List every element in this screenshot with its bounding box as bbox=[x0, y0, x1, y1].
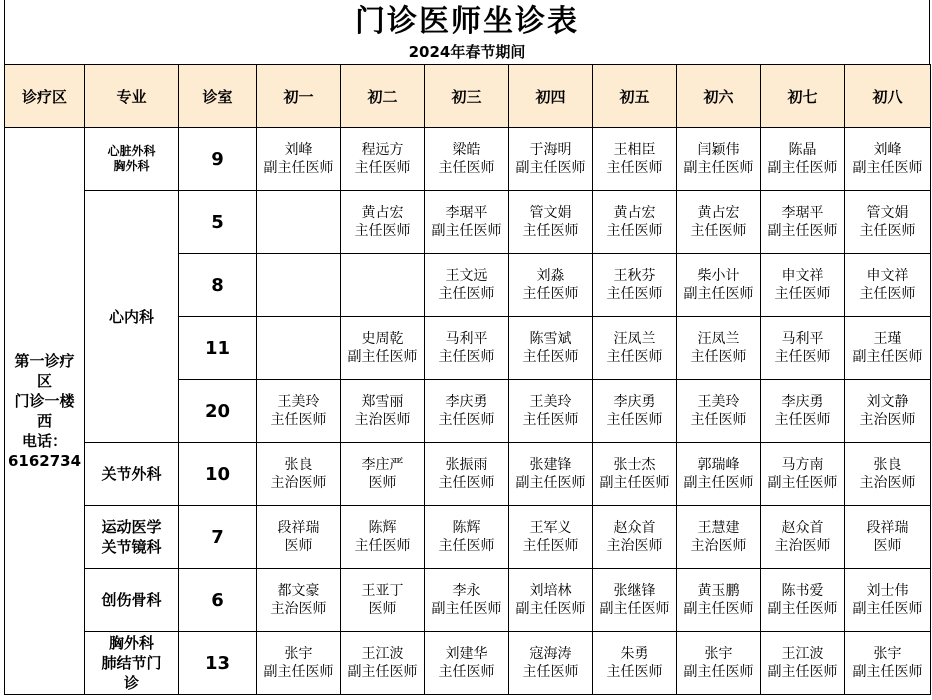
specialty-line: 胸外科 bbox=[113, 159, 150, 173]
doctor-name: 王相臣 bbox=[613, 142, 656, 158]
doctor-cell bbox=[761, 128, 845, 191]
doctor-cell bbox=[761, 632, 845, 695]
doctor-cell bbox=[257, 632, 341, 695]
area-line: 电话： bbox=[21, 432, 67, 450]
table-row bbox=[5, 191, 931, 254]
table-row bbox=[5, 569, 931, 632]
doctor-cell bbox=[509, 191, 593, 254]
doctor-cell bbox=[593, 317, 677, 380]
doctor-name: 王秋芬 bbox=[613, 268, 656, 284]
doctor-cell bbox=[257, 380, 341, 443]
specialty-cell bbox=[85, 191, 179, 443]
doctor-cell bbox=[425, 443, 509, 506]
doctor-cell bbox=[425, 191, 509, 254]
doctor-title: 副主任医师 bbox=[767, 664, 838, 680]
doctor-name: 刘淼 bbox=[536, 268, 565, 284]
table-row bbox=[5, 443, 931, 506]
doctor-name: 马利平 bbox=[445, 331, 488, 347]
doctor-name: 张振雨 bbox=[445, 457, 488, 473]
doctor-cell bbox=[761, 569, 845, 632]
doctor-title: 主治医师 bbox=[774, 538, 831, 554]
area-line: 区 bbox=[36, 372, 52, 390]
header-cell: 专业 bbox=[85, 65, 179, 128]
schedule-body bbox=[5, 128, 931, 695]
doctor-cell bbox=[845, 506, 931, 569]
doctor-cell bbox=[425, 380, 509, 443]
doctor-name: 李庆勇 bbox=[613, 394, 656, 410]
doctor-title: 副主任医师 bbox=[515, 601, 586, 617]
doctor-name: 王慧建 bbox=[697, 520, 740, 536]
doctor-title: 副主任医师 bbox=[263, 664, 334, 680]
doctor-title: 主任医师 bbox=[774, 349, 831, 365]
doctor-name: 段祥瑞 bbox=[277, 520, 320, 536]
header-cell: 初三 bbox=[425, 65, 509, 128]
doctor-name: 王江波 bbox=[781, 646, 824, 662]
doctor-title: 主任医师 bbox=[522, 664, 579, 680]
doctor-cell bbox=[509, 317, 593, 380]
doctor-title: 主治医师 bbox=[270, 601, 327, 617]
doctor-name: 闫颖伟 bbox=[697, 142, 740, 158]
doctor-title: 主任医师 bbox=[354, 223, 411, 239]
doctor-name: 黄玉鹏 bbox=[697, 583, 740, 599]
doctor-name: 赵众首 bbox=[781, 520, 824, 536]
doctor-cell bbox=[509, 632, 593, 695]
area-line: 第一诊疗 bbox=[14, 352, 75, 370]
doctor-name: 王军义 bbox=[529, 520, 572, 536]
doctor-cell bbox=[341, 506, 425, 569]
doctor-title: 副主任医师 bbox=[852, 601, 923, 617]
doctor-name: 李永 bbox=[452, 583, 481, 599]
specialty-cell bbox=[85, 506, 179, 569]
doctor-cell bbox=[341, 128, 425, 191]
doctor-title: 副主任医师 bbox=[852, 160, 923, 176]
doctor-title: 主任医师 bbox=[522, 349, 579, 365]
doctor-name: 张宇 bbox=[873, 646, 902, 662]
doctor-title: 主治医师 bbox=[859, 475, 916, 491]
doctor-cell bbox=[425, 317, 509, 380]
doctor-cell bbox=[341, 569, 425, 632]
doctor-title: 副主任医师 bbox=[683, 664, 754, 680]
specialty-line: 心脏外科 bbox=[107, 144, 156, 158]
doctor-name: 管文娟 bbox=[866, 205, 909, 221]
doctor-title: 副主任医师 bbox=[431, 223, 502, 239]
doctor-title: 主任医师 bbox=[438, 412, 495, 428]
doctor-name: 张宇 bbox=[704, 646, 733, 662]
doctor-title: 主任医师 bbox=[438, 664, 495, 680]
doctor-title: 主任医师 bbox=[522, 286, 579, 302]
doctor-title: 副主任医师 bbox=[599, 601, 670, 617]
doctor-name: 陈辉 bbox=[452, 520, 481, 536]
room-cell: 9 bbox=[179, 128, 257, 191]
area-line: 西 bbox=[36, 412, 52, 430]
doctor-name: 程远方 bbox=[361, 142, 404, 158]
header-cell: 诊疗区 bbox=[5, 65, 85, 128]
doctor-name: 刘文静 bbox=[866, 394, 909, 410]
doctor-cell bbox=[257, 128, 341, 191]
header-cell: 诊室 bbox=[179, 65, 257, 128]
doctor-name: 王亚丁 bbox=[361, 583, 404, 599]
doctor-title: 主任医师 bbox=[438, 349, 495, 365]
header-cell: 初六 bbox=[677, 65, 761, 128]
doctor-cell bbox=[509, 506, 593, 569]
doctor-title: 主治医师 bbox=[690, 538, 747, 554]
doctor-name: 郭瑞峰 bbox=[697, 457, 740, 473]
doctor-title: 主治医师 bbox=[354, 412, 411, 428]
doctor-name: 寇海涛 bbox=[529, 646, 572, 662]
doctor-name: 陈雪斌 bbox=[529, 331, 572, 347]
doctor-name: 梁皓 bbox=[452, 142, 481, 158]
doctor-title: 副主任医师 bbox=[767, 223, 838, 239]
doctor-cell bbox=[845, 569, 931, 632]
doctor-title: 副主任医师 bbox=[683, 601, 754, 617]
doctor-title: 副主任医师 bbox=[599, 475, 670, 491]
doctor-name: 刘士伟 bbox=[866, 583, 909, 599]
specialty-cell bbox=[85, 443, 179, 506]
doctor-title: 副主任医师 bbox=[767, 160, 838, 176]
doctor-cell bbox=[677, 317, 761, 380]
header-cell: 初七 bbox=[761, 65, 845, 128]
doctor-title: 主任医师 bbox=[774, 286, 831, 302]
specialty-line: 心内科 bbox=[108, 307, 154, 326]
doctor-name: 陈晶 bbox=[788, 142, 817, 158]
doctor-title: 主任医师 bbox=[690, 223, 747, 239]
doctor-cell bbox=[425, 506, 509, 569]
doctor-cell bbox=[677, 254, 761, 317]
doctor-title: 主任医师 bbox=[606, 286, 663, 302]
doctor-name: 李庆勇 bbox=[781, 394, 824, 410]
doctor-title: 副主任医师 bbox=[683, 475, 754, 491]
header-cell: 初八 bbox=[845, 65, 931, 128]
doctor-name: 汪凤兰 bbox=[613, 331, 656, 347]
doctor-title: 主任医师 bbox=[438, 160, 495, 176]
header-cell: 初二 bbox=[341, 65, 425, 128]
specialty-line: 胸外科 bbox=[108, 634, 154, 652]
doctor-cell bbox=[257, 254, 341, 317]
doctor-cell bbox=[425, 254, 509, 317]
doctor-title: 主治医师 bbox=[270, 475, 327, 491]
table-row bbox=[5, 632, 931, 695]
room-cell: 10 bbox=[179, 443, 257, 506]
doctor-name: 都文豪 bbox=[277, 583, 320, 599]
doctor-name: 王江波 bbox=[361, 646, 404, 662]
doctor-name: 申文祥 bbox=[866, 268, 909, 284]
doctor-cell bbox=[257, 191, 341, 254]
doctor-cell bbox=[845, 191, 931, 254]
doctor-cell bbox=[845, 128, 931, 191]
doctor-title: 主任医师 bbox=[690, 349, 747, 365]
header-cell: 初一 bbox=[257, 65, 341, 128]
specialty-cell bbox=[85, 569, 179, 632]
doctor-name: 赵众首 bbox=[613, 520, 656, 536]
doctor-cell bbox=[425, 128, 509, 191]
doctor-cell bbox=[845, 632, 931, 695]
specialty-cell bbox=[85, 632, 179, 695]
doctor-cell bbox=[341, 443, 425, 506]
doctor-name: 王美玲 bbox=[529, 394, 572, 410]
area-cell bbox=[5, 128, 85, 695]
doctor-name: 李庄严 bbox=[361, 457, 404, 473]
doctor-title: 主任医师 bbox=[606, 664, 663, 680]
doctor-title: 副主任医师 bbox=[347, 664, 418, 680]
doctor-name: 刘峰 bbox=[284, 142, 313, 158]
page-subtitle: 2024年春节期间 bbox=[408, 43, 526, 61]
doctor-name: 李琚平 bbox=[445, 205, 488, 221]
doctor-name: 张士杰 bbox=[613, 457, 656, 473]
doctor-title: 副主任医师 bbox=[767, 475, 838, 491]
doctor-cell bbox=[257, 569, 341, 632]
doctor-name: 柴小计 bbox=[697, 268, 740, 284]
doctor-title: 主任医师 bbox=[522, 538, 579, 554]
header-row bbox=[5, 65, 931, 128]
header-cell: 初四 bbox=[509, 65, 593, 128]
doctor-name: 马利平 bbox=[781, 331, 824, 347]
doctor-name: 马方南 bbox=[781, 457, 824, 473]
doctor-name: 史周乾 bbox=[361, 331, 404, 347]
doctor-cell bbox=[593, 380, 677, 443]
doctor-cell bbox=[593, 191, 677, 254]
doctor-cell bbox=[677, 380, 761, 443]
doctor-cell bbox=[677, 443, 761, 506]
doctor-cell bbox=[677, 128, 761, 191]
doctor-title: 医师 bbox=[873, 538, 902, 554]
doctor-name: 陈辉 bbox=[368, 520, 397, 536]
doctor-title: 副主任医师 bbox=[515, 475, 586, 491]
doctor-cell bbox=[593, 443, 677, 506]
doctor-cell bbox=[593, 569, 677, 632]
doctor-cell bbox=[509, 569, 593, 632]
doctor-title: 副主任医师 bbox=[347, 349, 418, 365]
doctor-cell bbox=[509, 254, 593, 317]
doctor-title: 主任医师 bbox=[859, 286, 916, 302]
doctor-name: 刘峰 bbox=[873, 142, 902, 158]
specialty-line: 运动医学 bbox=[101, 518, 162, 536]
doctor-title: 主任医师 bbox=[354, 160, 411, 176]
doctor-title: 主任医师 bbox=[438, 538, 495, 554]
doctor-cell bbox=[593, 254, 677, 317]
doctor-cell bbox=[341, 317, 425, 380]
doctor-title: 主任医师 bbox=[606, 160, 663, 176]
header-cell: 初五 bbox=[593, 65, 677, 128]
room-cell: 6 bbox=[179, 569, 257, 632]
doctor-cell bbox=[341, 191, 425, 254]
doctor-name: 汪凤兰 bbox=[697, 331, 740, 347]
doctor-cell bbox=[509, 443, 593, 506]
doctor-cell bbox=[845, 254, 931, 317]
doctor-title: 主任医师 bbox=[606, 412, 663, 428]
doctor-name: 张建锋 bbox=[529, 457, 572, 473]
doctor-name: 王美玲 bbox=[697, 394, 740, 410]
doctor-title: 医师 bbox=[284, 538, 313, 554]
doctor-title: 医师 bbox=[368, 475, 397, 491]
doctor-cell bbox=[845, 443, 931, 506]
specialty-cell bbox=[85, 128, 179, 191]
doctor-name: 黄占宏 bbox=[613, 205, 656, 221]
doctor-name: 刘建华 bbox=[445, 646, 488, 662]
doctor-title: 主任医师 bbox=[690, 412, 747, 428]
doctor-title: 主任医师 bbox=[859, 223, 916, 239]
doctor-name: 王瑾 bbox=[873, 331, 902, 347]
doctor-cell bbox=[257, 317, 341, 380]
doctor-cell bbox=[845, 380, 931, 443]
doctor-cell bbox=[677, 191, 761, 254]
doctor-title: 主任医师 bbox=[270, 412, 327, 428]
doctor-name: 陈书爱 bbox=[781, 583, 824, 599]
doctor-title: 主治医师 bbox=[606, 538, 663, 554]
table-row bbox=[5, 128, 931, 191]
doctor-cell bbox=[677, 506, 761, 569]
doctor-title: 医师 bbox=[368, 601, 397, 617]
doctor-name: 王美玲 bbox=[277, 394, 320, 410]
specialty-line: 关节外科 bbox=[101, 465, 162, 483]
doctor-title: 主任医师 bbox=[774, 412, 831, 428]
doctor-cell bbox=[761, 317, 845, 380]
doctor-title: 主治医师 bbox=[859, 412, 916, 428]
doctor-name: 张宇 bbox=[284, 646, 313, 662]
table-row bbox=[5, 506, 931, 569]
doctor-cell bbox=[761, 443, 845, 506]
doctor-title: 副主任医师 bbox=[852, 664, 923, 680]
area-line: 6162734 bbox=[7, 452, 82, 470]
doctor-title: 主任医师 bbox=[522, 412, 579, 428]
doctor-name: 刘培林 bbox=[529, 583, 572, 599]
room-cell: 5 bbox=[179, 191, 257, 254]
doctor-name: 黄占宏 bbox=[697, 205, 740, 221]
doctor-title: 主任医师 bbox=[438, 286, 495, 302]
page-title: 门诊医师坐诊表 bbox=[355, 4, 579, 39]
doctor-cell bbox=[341, 254, 425, 317]
doctor-title: 副主任医师 bbox=[263, 160, 334, 176]
doctor-name: 张良 bbox=[873, 457, 902, 473]
doctor-name: 朱勇 bbox=[620, 646, 649, 662]
doctor-cell bbox=[509, 380, 593, 443]
doctor-name: 郑雪丽 bbox=[361, 394, 404, 410]
doctor-title: 主任医师 bbox=[354, 538, 411, 554]
doctor-cell bbox=[761, 254, 845, 317]
doctor-cell bbox=[341, 380, 425, 443]
doctor-name: 李庆勇 bbox=[445, 394, 488, 410]
doctor-name: 段祥瑞 bbox=[866, 520, 909, 536]
doctor-cell bbox=[593, 632, 677, 695]
specialty-line: 创伤骨科 bbox=[101, 591, 162, 609]
specialty-line: 肺结节门 bbox=[101, 654, 162, 672]
title-block bbox=[4, 0, 930, 64]
doctor-cell bbox=[761, 506, 845, 569]
doctor-cell bbox=[257, 506, 341, 569]
doctor-cell bbox=[425, 632, 509, 695]
room-cell: 8 bbox=[179, 254, 257, 317]
doctor-title: 副主任医师 bbox=[683, 286, 754, 302]
doctor-cell bbox=[677, 569, 761, 632]
doctor-cell bbox=[593, 506, 677, 569]
doctor-name: 黄占宏 bbox=[361, 205, 404, 221]
doctor-title: 副主任医师 bbox=[852, 349, 923, 365]
doctor-title: 副主任医师 bbox=[431, 601, 502, 617]
area-line: 门诊一楼 bbox=[14, 392, 75, 410]
doctor-cell bbox=[677, 632, 761, 695]
room-cell: 11 bbox=[179, 317, 257, 380]
room-cell: 13 bbox=[179, 632, 257, 695]
specialty-line: 诊 bbox=[123, 674, 139, 692]
doctor-name: 申文祥 bbox=[781, 268, 824, 284]
doctor-cell bbox=[761, 380, 845, 443]
doctor-title: 副主任医师 bbox=[515, 160, 586, 176]
doctor-name: 李琚平 bbox=[781, 205, 824, 221]
room-cell: 20 bbox=[179, 380, 257, 443]
doctor-cell bbox=[593, 128, 677, 191]
doctor-title: 主任医师 bbox=[522, 223, 579, 239]
schedule-table bbox=[4, 64, 931, 695]
doctor-name: 王文远 bbox=[445, 268, 488, 284]
doctor-title: 副主任医师 bbox=[767, 601, 838, 617]
doctor-cell bbox=[761, 191, 845, 254]
doctor-cell bbox=[341, 632, 425, 695]
doctor-cell bbox=[425, 569, 509, 632]
doctor-title: 主任医师 bbox=[606, 349, 663, 365]
room-cell: 7 bbox=[179, 506, 257, 569]
doctor-cell bbox=[845, 317, 931, 380]
doctor-cell bbox=[509, 128, 593, 191]
specialty-line: 关节镜科 bbox=[101, 538, 162, 556]
doctor-name: 张良 bbox=[284, 457, 313, 473]
doctor-name: 于海明 bbox=[529, 142, 572, 158]
doctor-name: 张继锋 bbox=[613, 583, 656, 599]
doctor-cell bbox=[257, 443, 341, 506]
doctor-title: 主任医师 bbox=[606, 223, 663, 239]
doctor-name: 管文娟 bbox=[529, 205, 572, 221]
doctor-title: 主任医师 bbox=[438, 475, 495, 491]
doctor-title: 副主任医师 bbox=[683, 160, 754, 176]
